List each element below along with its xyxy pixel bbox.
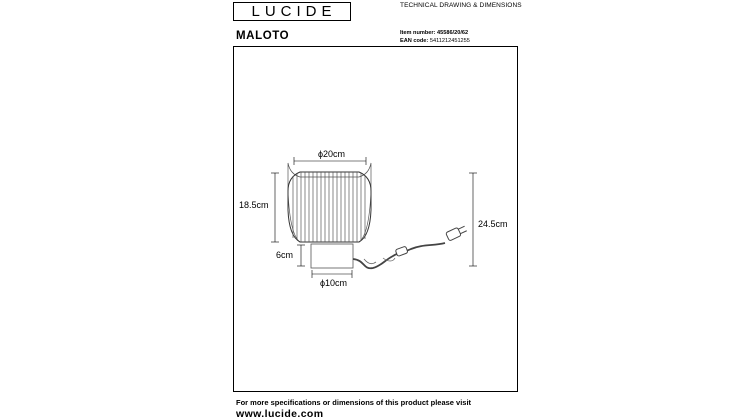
item-number-value: 45586/20/62	[437, 30, 469, 36]
lamp-base	[311, 244, 353, 268]
inline-switch	[395, 246, 408, 256]
footer-note: For more specifications or dimensions of this product please visit	[236, 398, 472, 407]
dimension-lines	[271, 157, 477, 278]
shade-diameter-label: ϕ20cm	[318, 149, 346, 159]
cable-detail	[364, 258, 395, 264]
power-plug	[446, 224, 468, 241]
product-name: MALOTO	[236, 30, 290, 42]
brand-logo	[233, 2, 351, 21]
brand-logo-text: LUCIDE	[251, 3, 337, 20]
base-height-label: 6cm	[276, 250, 294, 260]
lamp-shade	[288, 163, 371, 242]
ean-row	[400, 37, 470, 45]
total-height-label: 24.5cm	[478, 219, 508, 229]
website-link[interactable]: www.lucide.com	[236, 408, 324, 420]
shade-height-label: 18.5cm	[239, 200, 269, 210]
ean-value: 5411212451255	[429, 38, 470, 44]
ean-label: EAN code:	[400, 38, 429, 44]
item-number-label: Item number:	[400, 30, 436, 36]
document-type: TECHNICAL DRAWING & DIMENSIONS	[400, 2, 522, 9]
base-diameter-label: ϕ10cm	[320, 278, 348, 288]
technical-drawing	[233, 46, 518, 392]
item-number-row	[400, 29, 468, 37]
